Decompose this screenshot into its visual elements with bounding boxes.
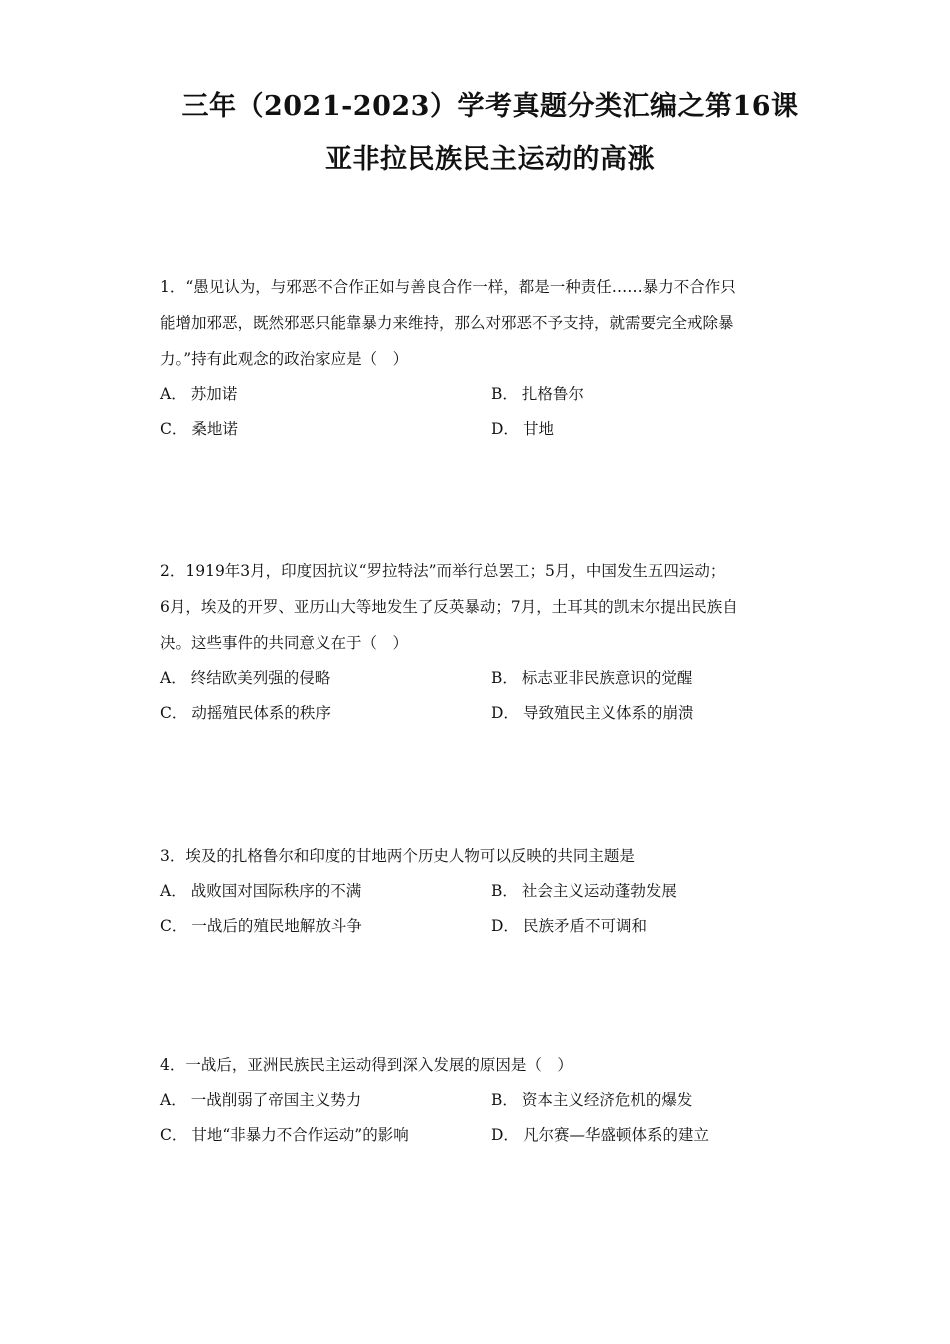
question-1 bbox=[160, 269, 792, 447]
options bbox=[160, 377, 792, 447]
question-stem-line: 力。”持有此观念的政治家应是（ ） bbox=[160, 350, 409, 368]
question-stem bbox=[160, 269, 792, 377]
question-2 bbox=[160, 553, 792, 731]
option-d: D． 民族矛盾不可调和 bbox=[491, 917, 647, 935]
option-b: B． 扎格鲁尔 bbox=[491, 385, 584, 403]
options-row bbox=[160, 377, 792, 412]
question-stem bbox=[160, 553, 792, 661]
question-stem-line: 6月，埃及的开罗、亚历山大等地发生了反英暴动；7月，土耳其的凯末尔提出民族自 bbox=[160, 598, 738, 616]
options-row bbox=[160, 696, 792, 731]
option-a: A． 苏加诺 bbox=[160, 385, 238, 403]
option-c: C． 桑地诺 bbox=[160, 420, 238, 438]
question-stem-line: 3．埃及的扎格鲁尔和印度的甘地两个历史人物可以反映的共同主题是 bbox=[160, 847, 635, 865]
options-row bbox=[160, 909, 792, 944]
question-stem-line: 4．一战后，亚洲民族民主运动得到深入发展的原因是（ ） bbox=[160, 1056, 573, 1074]
options-row bbox=[160, 661, 792, 696]
page-title-line-1: 三年（2021-2023）学考真题分类汇编之第16课 bbox=[181, 91, 799, 122]
option-d: D． 导致殖民主义体系的崩溃 bbox=[491, 704, 694, 722]
page-title-line-2: 亚非拉民族民主运动的高涨 bbox=[325, 144, 655, 175]
option-c: C． 一战后的殖民地解放斗争 bbox=[160, 917, 362, 935]
option-d: D． 甘地 bbox=[491, 420, 554, 438]
question-stem bbox=[160, 838, 792, 874]
option-a: A． 战败国对国际秩序的不满 bbox=[160, 882, 362, 900]
options bbox=[160, 874, 792, 944]
question-stem-line: 2．1919年3月，印度因抗议“罗拉特法”而举行总罢工；5月，中国发生五四运动； bbox=[160, 562, 726, 580]
option-a: A． 终结欧美列强的侵略 bbox=[160, 669, 331, 687]
option-a: A． 一战削弱了帝国主义势力 bbox=[160, 1091, 362, 1109]
option-c: C． 动摇殖民体系的秩序 bbox=[160, 704, 331, 722]
question-3 bbox=[160, 838, 792, 944]
question-4 bbox=[160, 1047, 792, 1153]
question-stem-line: 能增加邪恶，既然邪恶只能靠暴力来维持，那么对邪恶不予支持，就需要完全戒除暴 bbox=[160, 314, 734, 332]
options bbox=[160, 1083, 792, 1153]
options-row bbox=[160, 874, 792, 909]
question-stem-line: 1．“愚见认为，与邪恶不合作正如与善良合作一样，都是一种责任……暴力不合作只 bbox=[160, 278, 736, 296]
options bbox=[160, 661, 792, 731]
question-stem bbox=[160, 1047, 792, 1083]
option-b: B． 社会主义运动蓬勃发展 bbox=[491, 882, 677, 900]
option-b: B． 资本主义经济危机的爆发 bbox=[491, 1091, 693, 1109]
option-c: C． 甘地“非暴力不合作运动”的影响 bbox=[160, 1126, 409, 1144]
options-row bbox=[160, 1118, 792, 1153]
options-row bbox=[160, 412, 792, 447]
question-stem-line: 决。这些事件的共同意义在于（ ） bbox=[160, 634, 409, 652]
option-d: D． 凡尔赛—华盛顿体系的建立 bbox=[491, 1126, 709, 1144]
options-row bbox=[160, 1083, 792, 1118]
option-b: B． 标志亚非民族意识的觉醒 bbox=[491, 669, 693, 687]
